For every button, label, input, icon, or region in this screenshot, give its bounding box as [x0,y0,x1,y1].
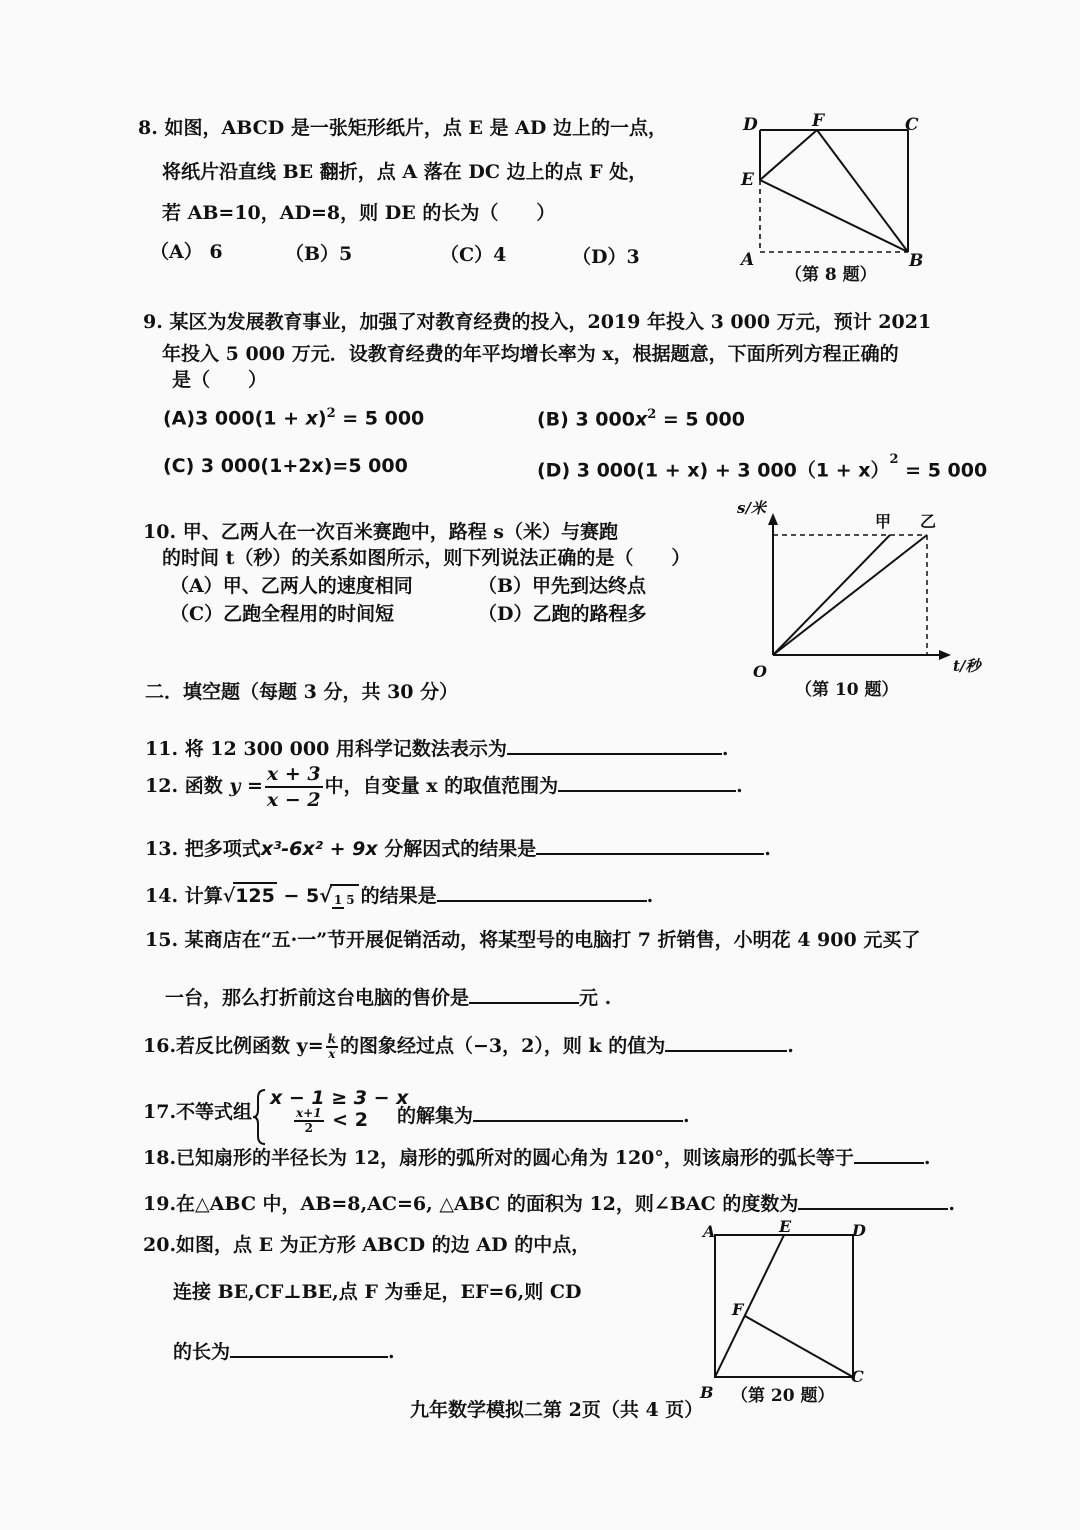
q9-d-pre: (D) 3 000(1 + x) + 3 000（1 + x） [537,459,890,482]
q19 [143,1188,955,1216]
q15-number: 15. [145,929,179,951]
q15-text-2: 一台，那么打折前这台电脑的售价是 [165,987,470,1009]
q20-answer-blank[interactable] [230,1336,388,1358]
q20-caption: （第 20 题） [731,1386,835,1406]
q20-segment-cf [745,1316,853,1377]
q9-line-3: 是（ ） [172,369,268,391]
q17-brace [253,1088,267,1146]
q16-post: 的图象经过点（−3，2），则 k 的值为 [339,1035,666,1057]
q10-caption: （第 10 题） [795,680,899,700]
q15-line-1 [145,928,920,952]
q8-option-b: （B）5 [285,243,353,265]
q20-label-a: A [703,1222,716,1241]
q10-x-arrow [939,650,951,660]
q16 [143,1030,794,1061]
q10-origin-label: O [753,662,767,681]
q18-answer-blank[interactable] [854,1142,924,1164]
q8-caption: （第 8 题） [785,265,877,285]
q14-fraction [330,884,359,910]
q11-end: . [721,738,729,760]
q10-y-label: s/米 [737,499,766,517]
q12-fraction [265,762,323,812]
q15-answer-blank[interactable] [469,982,579,1004]
q12-end: . [736,775,743,797]
q8-line-2: 将纸片沿直线 BE 翻折，点 A 落在 DC 边上的点 F 处， [162,161,648,183]
q12-y: y = [229,775,263,797]
q12-numerator: x + 3 [265,762,323,788]
q8-figure [735,110,935,290]
q9-b-sup: 2 [647,407,657,422]
q8-label-e: E [741,170,754,190]
q19-answer-blank[interactable] [798,1188,948,1210]
q19-end: . [948,1193,955,1215]
q20-label-d: D [852,1221,866,1240]
q8-label-c: C [905,115,919,135]
q10-label-yi: 乙 [920,512,937,531]
q14-number: 14. [145,885,179,907]
q9-number: 9. [143,311,163,333]
q20-label-f: F [732,1300,744,1319]
q9-a-var: x [305,407,318,430]
q9-line-1 [143,310,931,334]
q20-text-3: 的长为 [173,1341,231,1363]
q17-row-2 [292,1107,368,1135]
q12-post: 中，自变量 x 的取值范围为 [324,775,559,797]
q9-d-sup: 2 [889,452,899,467]
q10-option-b: （B）甲先到达终点 [478,575,647,597]
q17-prefix: 17.不等式组 [143,1101,253,1123]
q9-a-pre: (A)3 000(1 + [163,407,306,430]
q17-end: . [683,1105,690,1127]
q8-number: 8. [138,117,158,139]
q8-label-a: A [741,250,755,270]
q17-answer-blank[interactable] [473,1100,683,1122]
q14-answer-blank[interactable] [437,880,647,902]
q13-answer-blank[interactable] [536,833,764,855]
q10-option-d: （D）乙跑的路程多 [478,603,647,625]
q9-option-c: (C) 3 000(1+2x)=5 000 [163,455,408,477]
q16-pre: 16.若反比例函数 y= [143,1035,324,1057]
q13-end: . [764,838,771,860]
q12-denominator: x − 2 [266,789,321,811]
q19-text: 19.在△ABC 中，AB=8,AC=6, △ABC 的面积为 12，则∠BAC 的度数为 [143,1193,799,1215]
q17-numerator: x+1 [296,1106,322,1120]
q17-denominator: 2 [304,1121,313,1135]
q20-label-c: C [851,1367,864,1386]
q20-label-e: E [779,1217,792,1236]
page-footer: 九年数学模拟二第 2页（共 4 页） [410,1399,704,1421]
q9-b-tail: = 5 000 [656,408,745,431]
q8-edge-ef [760,130,817,180]
q8-line-1 [138,116,667,140]
q11-text: 将 12 300 000 用科学记数法表示为 [184,738,507,760]
q18 [143,1142,931,1170]
q8-option-c: （C）4 [440,244,507,266]
q20-segment-be [715,1235,784,1377]
q14-mid: − 5√ [276,885,332,907]
q16-numerator: k [327,1032,336,1046]
q8-edge-eb [760,180,908,252]
q18-end: . [923,1147,931,1169]
q13-post: 分解因式的结果是 [377,838,537,860]
q20-figure [695,1218,885,1413]
q15-line-2 [165,982,611,1010]
q10-y-arrow [768,513,778,525]
q11-answer-blank[interactable] [507,733,722,755]
q9-a-tail: = 5 000 [335,407,425,430]
q17-row-2-tail: < 2 [325,1109,368,1131]
q17-fraction [294,1107,324,1135]
q17-suffix [397,1100,690,1128]
q9-a-post: ) [317,407,327,430]
q14-denominator: 5 [346,893,355,907]
q9-a-sup: 2 [326,406,336,421]
q16-answer-blank[interactable] [665,1030,787,1052]
q20-label-b: B [700,1383,714,1402]
q20-line-2: 连接 BE,CF⊥BE,点 F 为垂足，EF=6,则 CD [173,1281,582,1303]
q14-radicand: 125 [233,882,277,908]
q13-expression: x³-6x² + 9x [260,838,378,860]
q20-end: . [388,1341,395,1363]
q20-line-1: 20.如图，点 E 为正方形 ABCD 的边 AD 的中点， [143,1234,591,1256]
q14-pre: 计算√ [184,885,236,907]
q9-b-var: x [634,408,648,431]
q20-line-3 [173,1336,395,1364]
section-2-title: 二．填空题（每题 3 分，共 30 分） [145,681,459,703]
q8-label-f: F [812,111,825,131]
q13-number: 13. [145,838,179,860]
q9-option-b [537,403,745,431]
q9-line-2: 年投入 5 000 万元．设教育经费的年平均增长率为 x，根据题意，下面所列方程正确的 [162,343,899,365]
q14 [145,880,653,910]
q8-edge-fb [817,130,908,252]
q8-option-a: （A） 6 [150,241,223,263]
q16-end: . [787,1035,794,1057]
q12-number: 12. [145,775,179,797]
q10-text-1: 甲、乙两人在一次百米赛跑中，路程 s（米）与赛跑 [182,521,619,543]
q8-text-1: 如图，ABCD 是一张矩形纸片，点 E 是 AD 边上的一点， [164,117,667,139]
q13-pre: 把多项式 [184,838,261,860]
q10-option-c: （C）乙跑全程用的时间短 [170,603,395,625]
q18-text: 18.已知扇形的半径长为 12，扇形的弧所对的圆心角为 120°，则该扇形的弧长等于 [143,1147,854,1169]
q14-end: . [646,885,654,907]
q10-line-1 [143,520,618,544]
q9-option-d [537,454,987,482]
q10-label-jia: 甲 [875,512,892,531]
q10-line-jia [773,535,890,655]
q14-post: 的结果是 [360,885,437,907]
q8-line-3: 若 AB=10，AD=8，则 DE 的长为（ ） [162,202,556,224]
q8-option-d: （D）3 [572,246,640,268]
q17-row-1: x − 1 ≥ 3 − x [270,1087,409,1109]
q9-text-1: 某区为发展教育事业，加强了对教育经费的投入，2019 年投入 3 000 万元，预计 2021 [169,311,932,333]
q10-line-yi [773,535,927,655]
q15-text-1: 某商店在“五·一”节开展促销活动，将某型号的电脑打 7 折销售，小明花 4 900 元买了 [184,929,921,951]
q12-pre: 函数 [184,775,230,797]
q11 [145,733,729,761]
q10-option-a: （A）甲、乙两人的速度相同 [170,575,413,597]
q10-figure [735,495,995,705]
q9-option-a [163,402,424,430]
q8-label-d: D [743,115,758,135]
q10-number: 10. [143,521,177,543]
q12-answer-blank[interactable] [558,770,736,792]
q8-label-b: B [909,251,924,271]
q12 [145,762,743,812]
q15-unit: 元 . [579,987,612,1009]
q9-d-tail: = 5 000 [898,459,988,482]
q13 [145,833,771,861]
q10-line-2: 的时间 t（秒）的关系如图所示，则下列说法正确的是（ ） [162,547,691,569]
q11-number: 11. [145,738,179,760]
q16-fraction [326,1033,338,1061]
q10-x-label: t/秒 [953,657,981,675]
q17-post: 的解集为 [397,1105,474,1127]
q14-numerator: 1 [333,893,343,907]
q16-denominator: x [328,1047,336,1061]
q9-b-pre: (B) 3 000 [537,408,635,431]
